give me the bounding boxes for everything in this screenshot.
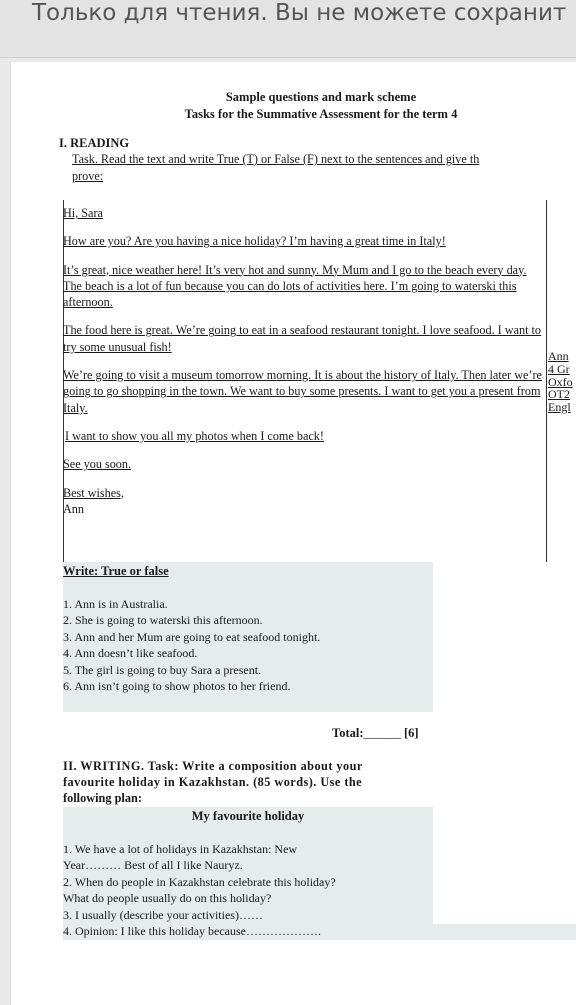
letter-greeting: Hi, Sara xyxy=(63,206,103,220)
document-page xyxy=(10,62,576,1005)
side-text: 4 Gr xyxy=(548,361,570,376)
letter-paragraph: See you soon. xyxy=(63,457,132,472)
reading-task-line1: Task. Read the text and write True (T) or False (F) next to the sentences and give th xyxy=(72,152,480,166)
total-value: [6] xyxy=(404,726,419,740)
doc-subtitle: Tasks for the Summative Assessment for the term 4 xyxy=(184,107,458,121)
total-score xyxy=(332,726,419,741)
letter-paragraph: How are you? Are you having a nice holiday? I’m having a great time in Italy! xyxy=(63,234,446,249)
side-text: Ann xyxy=(548,349,569,363)
true-false-heading: Write: True or false xyxy=(63,564,169,578)
doc-title: Sample questions and mark scheme xyxy=(225,90,417,104)
statement-item: 3. Ann and her Mum are going to eat seafood tonight. xyxy=(63,629,321,644)
plan-item: 1. We have a lot of holidays in Kazakhstan: New xyxy=(63,842,298,856)
statement-item: 5. The girl is going to buy Sara a present. xyxy=(63,662,262,677)
plan-panel-tail xyxy=(433,924,576,940)
plan-item: Year……… Best of all I like Nauryz. xyxy=(63,858,243,873)
plan-item: 2. When do people in Kazakhstan celebrate this holiday? xyxy=(63,874,336,889)
letter-paragraph: The food here is great. We’re going to eat in a seafood restaurant tonight. I love seafood. I want to try some unusual fish! xyxy=(63,323,542,354)
writing-task-line: II. WRITING. Task: Write a composition about your xyxy=(63,759,363,773)
total-blank: ______ xyxy=(363,726,401,740)
letter-paragraph: We’re going to visit a museum tomorrow morning. It is about the history of Italy. Then later we’re going to go shopping in the town. We want to buy some presents. I want to get you a present from Italy. xyxy=(63,368,542,415)
reading-heading: I. READING xyxy=(59,136,130,150)
writing-task-line: following plan: xyxy=(63,791,142,805)
plan-title: My favourite holiday xyxy=(191,809,305,823)
plan-item: What do people usually do on this holiday? xyxy=(63,891,272,906)
side-text: Engl xyxy=(548,400,571,415)
letter-signature: Ann xyxy=(63,501,84,516)
plan-list xyxy=(63,841,336,939)
letter-text xyxy=(63,205,546,517)
statement-item: 1. Ann is in Australia. xyxy=(63,597,168,611)
read-only-banner xyxy=(0,0,576,58)
side-column xyxy=(548,350,573,414)
side-text: Oxfo xyxy=(548,374,573,389)
statement-item: 4. Ann doesn’t like seafood. xyxy=(63,646,198,661)
letter-paragraph: I want to show you all my photos when I come back! xyxy=(65,428,324,443)
total-label: Total: xyxy=(332,726,364,740)
plan-item: 4. Opinion: I like this holiday because………………. xyxy=(63,924,321,939)
plan-item: 3. I usually (describe your activities)…… xyxy=(63,907,263,922)
writing-task-line: favourite holiday in Kazakhstan. (85 words). Use the xyxy=(63,775,363,789)
read-only-message: Только для чтения. Вы не можете сохранит xyxy=(32,0,567,26)
side-text: OT2 xyxy=(548,387,570,402)
reading-task-line2: prove: xyxy=(72,169,104,183)
true-false-list xyxy=(63,596,320,694)
letter-right-border xyxy=(546,200,547,562)
statement-item: 2. She is going to waterski this afternoon. xyxy=(63,613,263,628)
letter-closing: Best wishes, xyxy=(63,485,124,500)
letter-paragraph: It’s great, nice weather here! It’s very hot and sunny. My Mum and I go to the beach every day. The beach is a lot of fun because you can do lots of activities here. I’m going to waterski this afternoon. xyxy=(63,262,527,310)
statement-item: 6. Ann isn’t going to show photos to her friend. xyxy=(63,679,291,694)
